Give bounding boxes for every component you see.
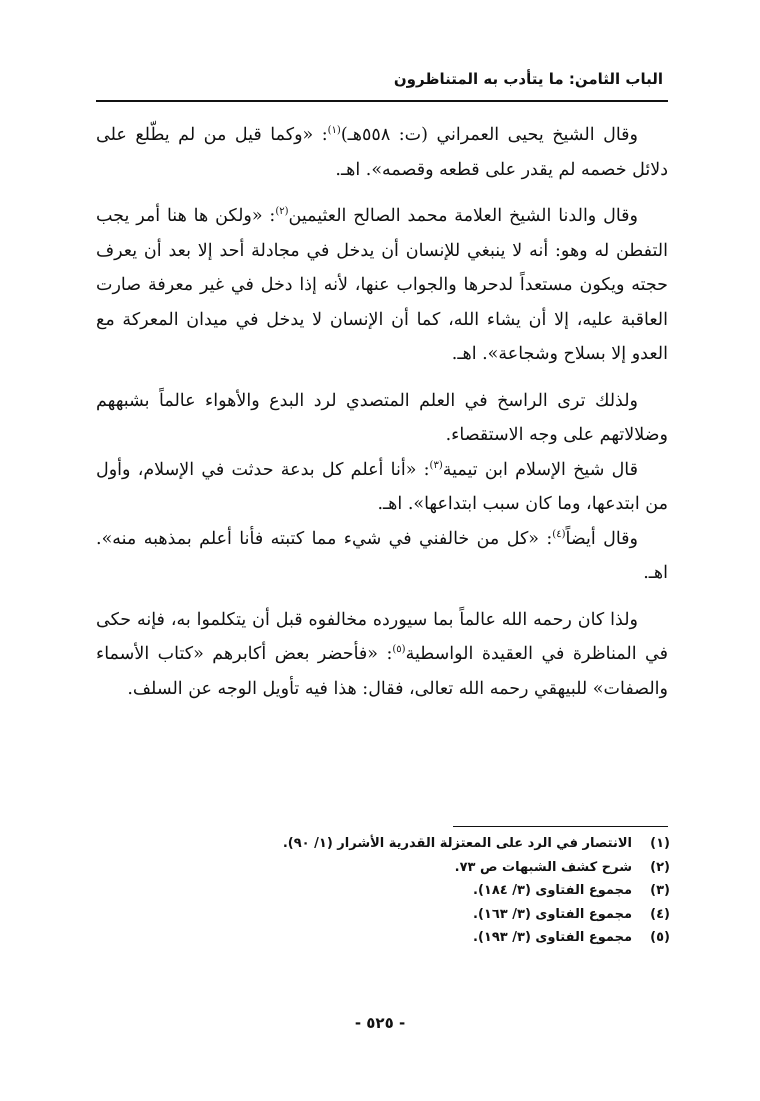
footnote-rule: [453, 826, 668, 827]
footnote-text: شرح كشف الشبهات ص ٧٣.: [454, 859, 632, 875]
header-rule: [96, 100, 668, 102]
footnote-ref-2: (٢): [275, 206, 289, 218]
footnotes: [170, 832, 670, 950]
footnote-item: [170, 903, 670, 927]
paragraph-1: وقال الشيخ يحيى العمراني (ت: ٥٥٨هـ)$^{(١)}$: «وكما قيل من لم يطّلع على دلائل خصمه لم يقدر على قطعه وقصمه». اهـ.: [96, 125, 668, 180]
footnote-item: [170, 832, 670, 856]
page-number: - ٥٢٥ -: [354, 1014, 406, 1032]
footnote-ref-5: (٥): [392, 644, 406, 656]
footnote-text: الانتصار في الرد على المعتزلة القدرية الأشرار (١/ ٩٠).: [282, 836, 632, 851]
footnote-item: [170, 856, 670, 880]
footnote-number: (٤): [650, 906, 670, 922]
footnote-text: مجموع الفتاوى (٣/ ١٩٣).: [473, 930, 632, 945]
running-header: الباب الثامن: ما يتأدب به المتناظرون: [393, 70, 663, 88]
paragraph-6: ولذا كان رحمه الله عالماً بما سيورده مخالفوه قبل أن يتكلموا به، فإنه حكى في المناظرة في العقيدة الواسطية$^{(٥)}$: «فأحضر بعض أكابرهم «كتاب الأسماء والصفات» للبيهقي رحمه الله تعالى، فقال: هذا فيه تأويل الوجه عن السلف.: [96, 609, 668, 699]
footnote-ref-4: (٤): [552, 528, 566, 540]
body-text: [96, 118, 668, 706]
footnote-number: (٥): [650, 930, 670, 945]
footnote-text: مجموع الفتاوى (٣/ ١٨٤).: [473, 883, 632, 898]
footnote-item: [170, 879, 670, 903]
paragraph-4: قال شيخ الإسلام ابن تيمية$^{(٣)}$: «أنا أعلم كل بدعة حدثت في الإسلام، وأول من ابتدعها، وما كان سبب ابتداعها». اهـ.: [96, 459, 668, 514]
footnote-number: (١): [650, 836, 670, 851]
footnote-ref-1: (١): [327, 125, 341, 137]
footnote-item: [170, 926, 670, 950]
footnote-number: (٣): [650, 883, 670, 898]
footnote-number: (٢): [650, 859, 670, 875]
paragraph-5: وقال أيضاً$^{(٤)}$: «كل من خالفني في شيء مما كتبته فأنا أعلم بمذهبه منه». اهـ.: [96, 528, 668, 583]
footnote-ref-3: (٣): [429, 459, 443, 471]
paragraph-3: ولذلك ترى الراسخ في العلم المتصدي لرد البدع والأهواء عالماً بشبههم وضلالاتهم على وجه الاستقصاء.: [96, 390, 668, 445]
footnote-text: مجموع الفتاوى (٣/ ١٦٣).: [473, 906, 632, 922]
paragraph-2: وقال والدنا الشيخ العلامة محمد الصالح العثيمين$^{(٢)}$: «ولكن ها هنا أمر يجب التفطن له وهو: أنه لا ينبغي للإنسان أن يدخل في مجادلة أحد إلا بعد أن يعرف حجته ويكون مستعداً لدحرها والجواب عنها، لأنه إذا دخل في غير معرفة صارت العاقبة عليه، إلا أن يشاء الله، كما أن الإنسان لا يدخل في ميدان المعركة مع العدو إلا بسلاح وشجاعة». اهـ.: [96, 206, 668, 364]
